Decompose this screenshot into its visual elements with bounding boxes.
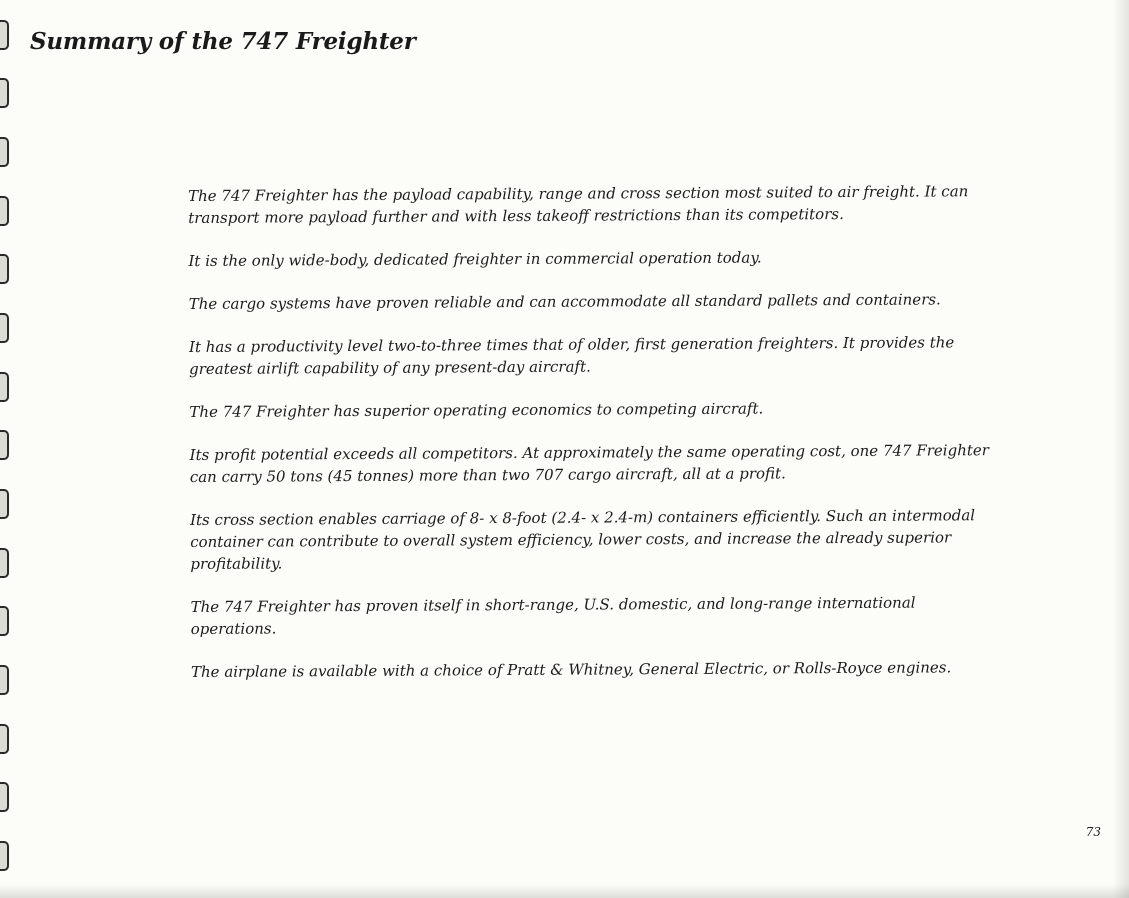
binding-ring xyxy=(0,548,9,578)
binding-ring xyxy=(0,489,9,519)
binding-ring xyxy=(0,782,9,812)
paragraph: Its cross section enables carriage of 8- x 8-foot (2.4- x 2.4-m) containers efficiently. Such an intermodal container can contribute to overall system efficiency, lower costs, and increase the already superior profitability. xyxy=(189,506,976,573)
paragraph: The 747 Freighter has superior operating economics to competing aircraft. xyxy=(189,399,764,421)
binding-ring xyxy=(0,137,9,167)
paragraph: The cargo systems have proven reliable and can accommodate all standard pallets and containers. xyxy=(188,290,941,313)
paragraph: The airplane is available with a choice of Pratt & Whitney, General Electric, or Rolls-Royce engines. xyxy=(190,658,952,681)
page-number: 73 xyxy=(1085,825,1101,839)
summary-body xyxy=(188,180,991,704)
paragraph: Its profit potential exceeds all competitors. At approximately the same operating cost, one 747 Freighter can carry 50 tons (45 tonnes) more than two 707 cargo aircraft, all at a profit. xyxy=(189,441,989,486)
binding-ring xyxy=(0,196,9,226)
paragraph: It has a productivity level two-to-three times that of older, first generation freighters. It provides the greatest airlift capability of any present-day aircraft. xyxy=(188,333,955,378)
binding-ring xyxy=(0,430,9,460)
binding-ring xyxy=(0,372,9,402)
paragraph: It is the only wide-body, dedicated freighter in commercial operation today. xyxy=(188,248,762,270)
binding-ring xyxy=(0,78,9,108)
binding-ring xyxy=(0,665,9,695)
paragraph: The 747 Freighter has the payload capability, range and cross section most suited to air freight. It can transport more payload further and with less takeoff restrictions than its competitors. xyxy=(188,182,969,227)
binding-ring xyxy=(0,841,9,871)
binding-ring xyxy=(0,724,9,754)
page-title: Summary of the 747 Freighter xyxy=(30,28,416,55)
spiral-binding xyxy=(0,0,12,898)
paragraph: The 747 Freighter has proven itself in short-range, U.S. domestic, and long-range international operations. xyxy=(190,593,916,638)
binding-ring xyxy=(0,254,9,284)
binding-ring xyxy=(0,20,9,50)
binding-ring xyxy=(0,606,9,636)
binding-ring xyxy=(0,313,9,343)
